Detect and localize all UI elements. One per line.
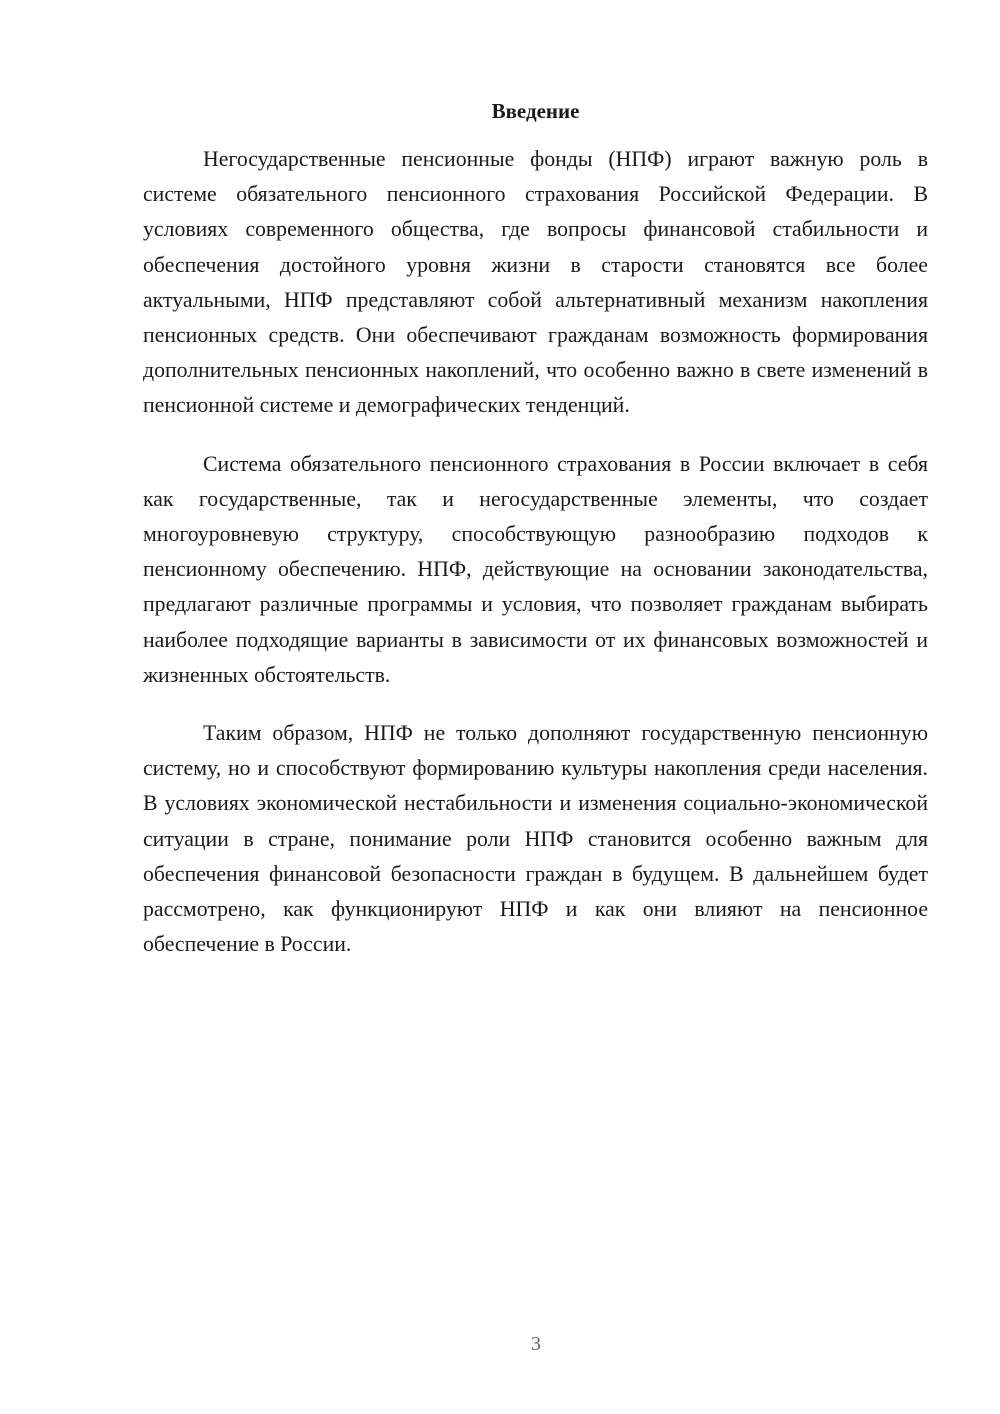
page-content [143, 92, 928, 962]
page-number: 3 [531, 1333, 541, 1355]
section-heading: Введение [491, 99, 580, 123]
paragraph-2: Система обязательного пенсионного страхования в России включает в себя как государственные, так и негосударственные элементы, что создает многоуровневую структуру, способствующую разнообразию подходов к пенсионному обеспечению. НПФ, действующие на основании законодательства, предлагают различные программы и условия, что позволяет гражданам выбирать наиболее подходящие варианты в зависимости от их финансовых возможностей и жизненных обстоятельств. [143, 451, 928, 687]
paragraph-1: Негосударственные пенсионные фонды (НПФ) играют важную роль в системе обязательного пенсионного страхования Российской Федерации. В условиях современного общества, где вопросы финансовой стабильности и обеспечения достойного уровня жизни в старости становятся все более актуальными, НПФ представляют собой альтернативный механизм накопления пенсионных средств. Они обеспечивают гражданам возможность формирования дополнительных пенсионных накоплений, что особенно важно в свете изменений в пенсионной системе и демографических тенденций. [143, 147, 928, 418]
paragraph-3: Таким образом, НПФ не только дополняют государственную пенсионную систему, но и способствуют формированию культуры накопления среди населения. В условиях экономической нестабильности и изменения социально-экономической ситуации в стране, понимание роли НПФ становится особенно важным для обеспечения финансовой безопасности граждан в будущем. В дальнейшем будет рассмотрено, как функционируют НПФ и как они влияют на пенсионное обеспечение в России. [143, 721, 928, 957]
